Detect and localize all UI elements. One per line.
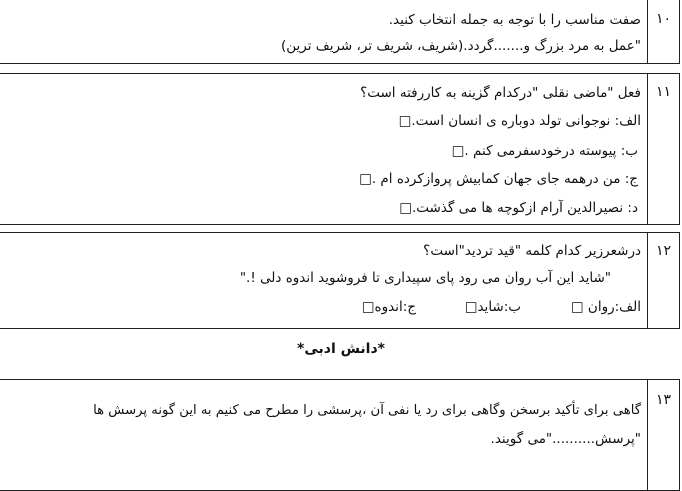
question-13 xyxy=(0,379,680,491)
question-number: ۱۰ xyxy=(647,0,679,63)
question-text: "پرسش.........."می گویند. xyxy=(490,431,641,447)
question-number: ۱۱ xyxy=(647,74,679,224)
option-a[interactable]: الف: نوجوانی تولد دوباره ی انسان است.□ xyxy=(398,113,641,129)
section-title: *دانش ادبی* xyxy=(297,341,385,357)
option-b[interactable]: ب: پیوسته درخودسفرمی کنم .□ xyxy=(451,143,638,159)
question-text: درشعرزیر کدام کلمه "قید تردید"است؟ xyxy=(423,243,641,259)
question-number: ۱۳ xyxy=(647,380,679,490)
option-c[interactable]: ج: من درهمه جای جهان کمابیش پروازکرده ام .□ xyxy=(359,171,638,187)
question-10 xyxy=(0,0,680,64)
question-text: فعل "ماضی نقلی "درکدام گزینه به کاررفته است؟ xyxy=(360,85,641,101)
option-a[interactable]: الف:روان □ xyxy=(570,299,641,315)
question-12 xyxy=(0,232,680,329)
option-d[interactable]: د: نصیرالدین آرام ازکوچه ها می گذشت.□ xyxy=(399,200,638,216)
question-11 xyxy=(0,73,680,225)
question-text: گاهی برای تأکید برسخن وگاهی برای رد یا نفی آن ،پرسشی را مطرح می کنیم به این گونه پرسش ها xyxy=(93,403,641,418)
question-number: ۱۲ xyxy=(647,233,679,328)
option-b[interactable]: ب:شاید□ xyxy=(464,299,521,315)
question-text: صفت مناسب را با توجه به جمله انتخاب کنید. xyxy=(388,12,641,28)
poem-text: "شاید این آب روان می رود پای سپیداری تا فروشوید اندوه دلی !." xyxy=(239,270,611,286)
option-c[interactable]: ج:اندوه□ xyxy=(361,299,416,315)
question-text: "عمل به مرد بزرگ و.......گردد.(شریف، شریف تر، شریف ترین) xyxy=(280,38,641,54)
